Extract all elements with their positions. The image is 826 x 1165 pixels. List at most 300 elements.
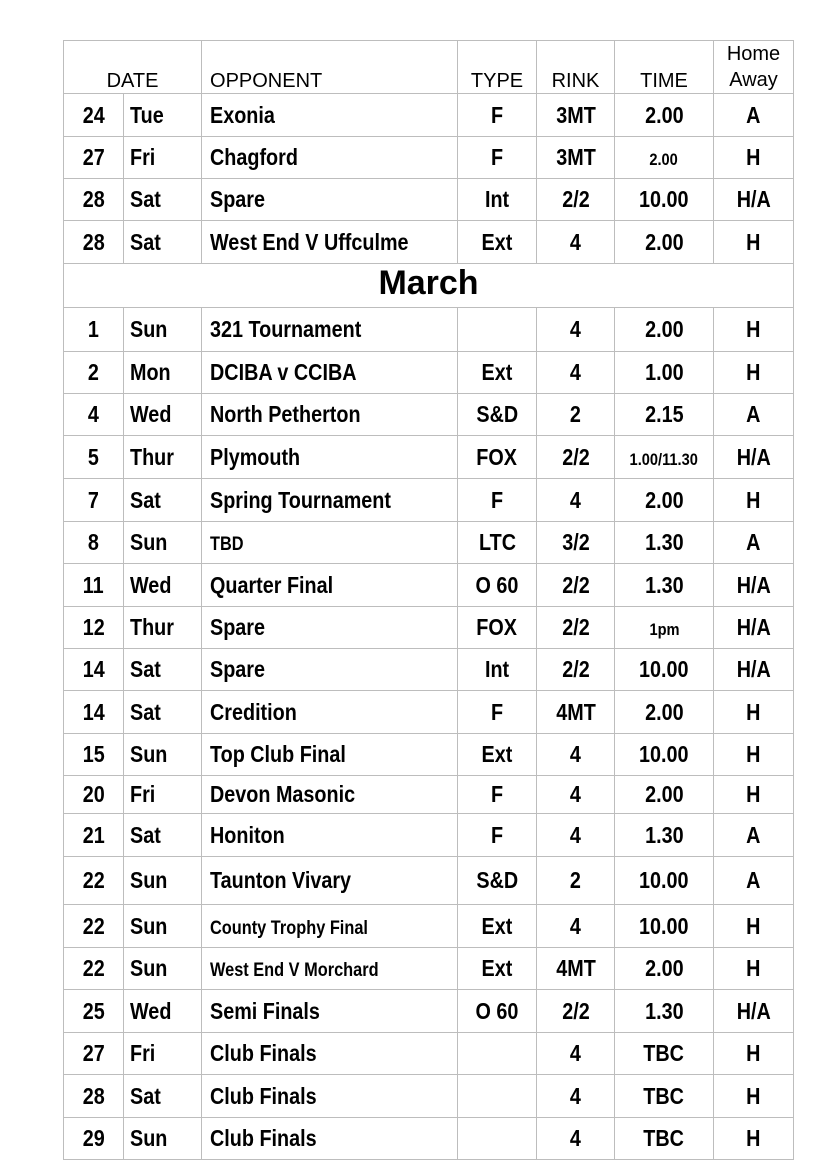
rink-cell-text: 3/2 [561,529,590,555]
date-cell-text: 7 [87,486,99,513]
day-cell [124,308,202,352]
time-cell-text: 2.00 [644,698,684,725]
day-cell [124,352,202,394]
rink-cell [537,1118,615,1160]
time-cell [615,948,714,990]
rink-cell [537,734,615,776]
type-cell-text: F [490,144,504,170]
type-cell [458,137,537,179]
home-away-cell-text: H [746,486,761,513]
home-away-cell-text: H [746,1125,761,1151]
home-away-cell [714,352,794,394]
rink-cell [537,137,615,179]
opponent-cell [202,479,458,522]
rink-cell [537,990,615,1033]
home-away-cell-text: H [746,912,761,939]
type-cell-text: Ext [481,955,513,981]
fixture-row [64,94,794,137]
type-cell-text: F [490,698,504,725]
date-cell [64,734,124,776]
opponent-cell [202,776,458,814]
date-cell [64,564,124,607]
day-cell-text: Thur [130,614,174,640]
date-cell [64,1033,124,1075]
fixture-row [64,607,794,649]
day-cell-text: Sun [130,912,168,939]
time-cell [615,564,714,607]
opponent-cell-text: Chagford [210,144,298,170]
fixture-row [64,479,794,522]
fixture-row [64,776,794,814]
home-away-cell-text: H [746,955,761,981]
time-cell [615,905,714,948]
day-cell [124,221,202,264]
rink-cell-text: 4 [570,781,582,807]
home-away-cell [714,479,794,522]
fixture-row [64,564,794,607]
fixture-row [64,1033,794,1075]
opponent-cell-text: Club Finals [210,1040,317,1066]
opponent-cell-text: West End V Uffculme [210,228,409,255]
fixture-row [64,691,794,734]
date-cell-text: 29 [82,1125,105,1151]
date-cell [64,94,124,137]
time-cell-text: 2.00 [644,955,684,981]
opponent-cell [202,948,458,990]
opponent-cell [202,179,458,221]
opponent-cell-text: West End V Morchard [210,960,379,981]
home-away-cell [714,814,794,857]
time-cell-text: 1.00/11.30 [629,449,699,469]
date-cell [64,990,124,1033]
type-cell [458,734,537,776]
rows-before [64,94,794,264]
day-cell-text: Sat [130,228,161,255]
rink-cell-text: 4 [570,359,582,385]
home-away-cell-text: H/A [736,186,771,212]
type-cell-text: FOX [476,614,518,640]
date-cell [64,691,124,734]
type-cell-text: F [490,101,504,128]
rink-cell-text: 4 [570,228,582,255]
date-cell-text: 22 [82,955,105,981]
day-cell [124,948,202,990]
month-section [64,264,794,308]
rink-cell [537,522,615,564]
type-cell-text: Int [484,186,510,212]
type-cell-text: F [490,781,504,807]
opponent-cell-text: Spare [210,614,266,640]
home-away-cell [714,607,794,649]
fixture-row [64,394,794,436]
fixture-row [64,905,794,948]
opponent-cell [202,436,458,479]
opponent-cell [202,905,458,948]
rink-cell [537,776,615,814]
rink-cell [537,1075,615,1118]
home-away-cell [714,691,794,734]
day-cell-text: Tue [130,101,164,128]
time-cell-text: 1pm [648,620,680,639]
home-away-cell [714,308,794,352]
rink-cell [537,691,615,734]
day-cell-text: Sun [130,316,168,342]
home-away-cell [714,1075,794,1118]
day-cell-text: Sat [130,698,161,725]
header-home-away [714,41,794,94]
home-away-cell [714,649,794,691]
day-cell-text: Fri [130,1040,156,1066]
rink-cell [537,308,615,352]
rink-cell-text: 3MT [555,101,596,128]
type-cell [458,1033,537,1075]
rink-cell-text: 2 [570,401,582,427]
opponent-cell-text: Quarter Final [210,571,334,598]
time-cell-text: 2.00 [649,150,679,169]
time-cell-text: TBC [643,1125,685,1151]
day-cell [124,137,202,179]
day-cell-text: Mon [130,359,171,385]
home-away-cell [714,990,794,1033]
type-cell [458,776,537,814]
opponent-cell [202,394,458,436]
day-cell-text: Sat [130,186,161,212]
rink-cell-text: 4 [570,1082,582,1109]
day-cell [124,814,202,857]
date-cell-text: 5 [87,443,99,470]
fixture-row [64,1075,794,1118]
date-cell-text: 12 [82,614,105,640]
time-cell-text: 1.30 [644,529,684,555]
time-cell [615,607,714,649]
fixture-row [64,436,794,479]
time-cell-text: 10.00 [639,186,689,212]
day-cell-text: Sun [130,741,168,767]
type-cell [458,1118,537,1160]
fixture-row [64,990,794,1033]
type-cell-text: Ext [481,912,513,939]
fixture-row [64,221,794,264]
opponent-cell-text: Semi Finals [210,997,320,1024]
type-cell-text: Int [484,656,510,682]
home-away-cell-text: A [746,529,761,555]
home-away-cell [714,1118,794,1160]
day-cell [124,1118,202,1160]
day-cell [124,1033,202,1075]
type-cell [458,857,537,905]
type-cell [458,479,537,522]
rink-cell [537,436,615,479]
date-cell [64,814,124,857]
date-cell [64,479,124,522]
opponent-cell [202,691,458,734]
opponent-cell-text: Spare [210,656,266,682]
home-away-cell-text: H/A [736,571,771,598]
home-away-cell [714,137,794,179]
opponent-cell-text: Spring Tournament [210,486,391,513]
time-cell-text: 2.00 [644,781,684,807]
date-cell-text: 22 [82,912,105,939]
time-cell [615,137,714,179]
date-cell-text: 14 [82,698,105,725]
type-cell [458,990,537,1033]
home-away-cell [714,179,794,221]
time-cell-text: 2.00 [644,486,684,513]
home-away-cell-text: A [746,867,761,893]
header-time: TIME [615,41,714,94]
time-cell [615,94,714,137]
type-cell [458,564,537,607]
month-heading: March [64,264,794,308]
fixture-row [64,308,794,352]
type-cell-text: LTC [478,529,516,555]
opponent-cell [202,94,458,137]
day-cell [124,436,202,479]
type-cell-text: F [490,821,504,848]
home-away-cell-text: H/A [736,614,771,640]
type-cell [458,94,537,137]
opponent-cell-text: Club Finals [210,1125,317,1151]
time-cell-text: TBC [643,1040,685,1066]
home-away-cell-text: A [746,101,761,128]
date-cell [64,776,124,814]
opponent-cell-text: Exonia [210,101,275,128]
rink-cell-text: 4 [570,1040,582,1066]
date-cell [64,394,124,436]
time-cell-text: 1.30 [644,571,684,598]
time-cell-text: TBC [643,1082,685,1109]
type-cell [458,221,537,264]
rink-cell [537,394,615,436]
rink-cell-text: 4 [570,1125,582,1151]
day-cell [124,607,202,649]
home-away-cell [714,221,794,264]
time-cell-text: 2.00 [644,316,684,342]
date-cell [64,308,124,352]
home-away-cell [714,948,794,990]
day-cell-text: Sat [130,821,161,848]
day-cell-text: Sun [130,1125,168,1151]
day-cell-text: Thur [130,443,174,470]
time-cell [615,179,714,221]
header-away: Away [729,69,778,91]
home-away-cell-text: H [746,1082,761,1109]
rink-cell-text: 2/2 [561,186,590,212]
rink-cell-text: 4MT [555,698,596,725]
rink-cell-text: 4 [570,821,582,848]
opponent-cell-text: Club Finals [210,1082,317,1109]
type-cell [458,649,537,691]
rows-after [64,308,794,1160]
date-cell [64,649,124,691]
rink-cell [537,649,615,691]
fixture-row [64,857,794,905]
rink-cell [537,948,615,990]
date-cell-text: 8 [87,529,99,555]
rink-cell [537,1033,615,1075]
opponent-cell [202,1033,458,1075]
date-cell [64,607,124,649]
type-cell [458,1075,537,1118]
header-opponent: OPPONENT [202,41,458,94]
day-cell-text: Wed [130,401,172,427]
home-away-cell [714,734,794,776]
date-cell [64,137,124,179]
rink-cell-text: 4MT [555,955,596,981]
home-away-cell-text: A [746,821,761,848]
day-cell [124,179,202,221]
month-row [64,264,794,308]
rink-cell [537,179,615,221]
time-cell [615,436,714,479]
header-rink: RINK [537,41,615,94]
fixture-row [64,522,794,564]
date-cell [64,857,124,905]
time-cell-text: 1.00 [644,359,684,385]
opponent-cell-text: Taunton Vivary [210,867,352,893]
date-cell-text: 24 [82,101,105,128]
time-cell [615,1075,714,1118]
opponent-cell [202,607,458,649]
fixture-row [64,352,794,394]
time-cell [615,990,714,1033]
date-cell-text: 11 [83,571,104,598]
rink-cell-text: 2 [570,867,582,893]
time-cell [615,734,714,776]
opponent-cell-text: Honiton [210,821,285,848]
day-cell-text: Wed [130,571,172,598]
opponent-cell-text: North Petherton [210,401,361,427]
home-away-cell-text: H [746,781,761,807]
time-cell [615,221,714,264]
day-cell [124,394,202,436]
rink-cell-text: 2/2 [561,443,590,470]
type-cell [458,607,537,649]
type-cell [458,691,537,734]
rink-cell-text: 2/2 [561,571,590,598]
day-cell [124,776,202,814]
time-cell [615,649,714,691]
fixture-row [64,734,794,776]
day-cell-text: Wed [130,997,172,1024]
rink-cell-text: 2/2 [561,997,590,1024]
day-cell [124,905,202,948]
type-cell-text: O 60 [475,571,519,598]
home-away-cell [714,436,794,479]
date-cell [64,1075,124,1118]
home-away-cell-text: A [746,401,761,427]
date-cell [64,948,124,990]
date-cell [64,1118,124,1160]
type-cell [458,522,537,564]
type-cell-text: FOX [476,443,518,470]
opponent-cell [202,221,458,264]
rink-cell [537,857,615,905]
date-cell-text: 28 [82,1082,105,1109]
opponent-cell [202,734,458,776]
header-date: DATE [64,41,202,94]
home-away-cell-text: H/A [736,997,771,1024]
home-away-cell [714,905,794,948]
time-cell-text: 1.30 [644,821,684,848]
opponent-cell-text: 321 Tournament [210,316,362,342]
home-away-cell [714,94,794,137]
header-type: TYPE [458,41,537,94]
fixture-row [64,948,794,990]
opponent-cell-text: Spare [210,186,266,212]
fixture-row [64,1118,794,1160]
date-cell-text: 20 [82,781,105,807]
opponent-cell-text: Plymouth [210,443,301,470]
day-cell-text: Sat [130,656,161,682]
day-cell [124,857,202,905]
home-away-cell-text: H [746,228,761,255]
date-cell [64,352,124,394]
date-cell-text: 28 [82,186,105,212]
day-cell-text: Sun [130,955,168,981]
day-cell [124,734,202,776]
time-cell-text: 10.00 [639,741,689,767]
time-cell [615,352,714,394]
time-cell-text: 1.30 [644,997,684,1024]
type-cell [458,179,537,221]
time-cell [615,479,714,522]
type-cell [458,352,537,394]
type-cell-text: S&D [476,867,518,893]
type-cell-text: O 60 [475,997,519,1024]
day-cell [124,1075,202,1118]
rink-cell [537,814,615,857]
opponent-cell [202,857,458,905]
opponent-cell [202,564,458,607]
date-cell-text: 1 [87,316,99,342]
date-cell-text: 28 [82,228,105,255]
opponent-cell-text: TBD [210,534,244,555]
day-cell [124,94,202,137]
opponent-cell [202,352,458,394]
fixture-row [64,649,794,691]
type-cell-text: Ext [481,359,513,385]
time-cell [615,308,714,352]
opponent-cell-text: Credition [210,698,297,725]
time-cell [615,776,714,814]
day-cell [124,522,202,564]
type-cell [458,948,537,990]
day-cell [124,691,202,734]
date-cell-text: 14 [82,656,105,682]
rink-cell [537,905,615,948]
home-away-cell-text: H [746,1040,761,1066]
rink-cell-text: 4 [570,741,582,767]
type-cell [458,308,537,352]
rink-cell-text: 2/2 [561,614,590,640]
type-cell-text: Ext [481,741,513,767]
type-cell [458,436,537,479]
opponent-cell [202,990,458,1033]
opponent-cell [202,649,458,691]
rink-cell [537,94,615,137]
home-away-cell [714,522,794,564]
type-cell [458,905,537,948]
time-cell [615,522,714,564]
date-cell-text: 21 [82,821,105,848]
opponent-cell [202,1075,458,1118]
home-away-cell-text: H/A [736,656,771,682]
day-cell-text: Fri [130,781,156,807]
rink-cell [537,479,615,522]
rink-cell-text: 4 [570,912,582,939]
header-home: Home [726,43,781,65]
